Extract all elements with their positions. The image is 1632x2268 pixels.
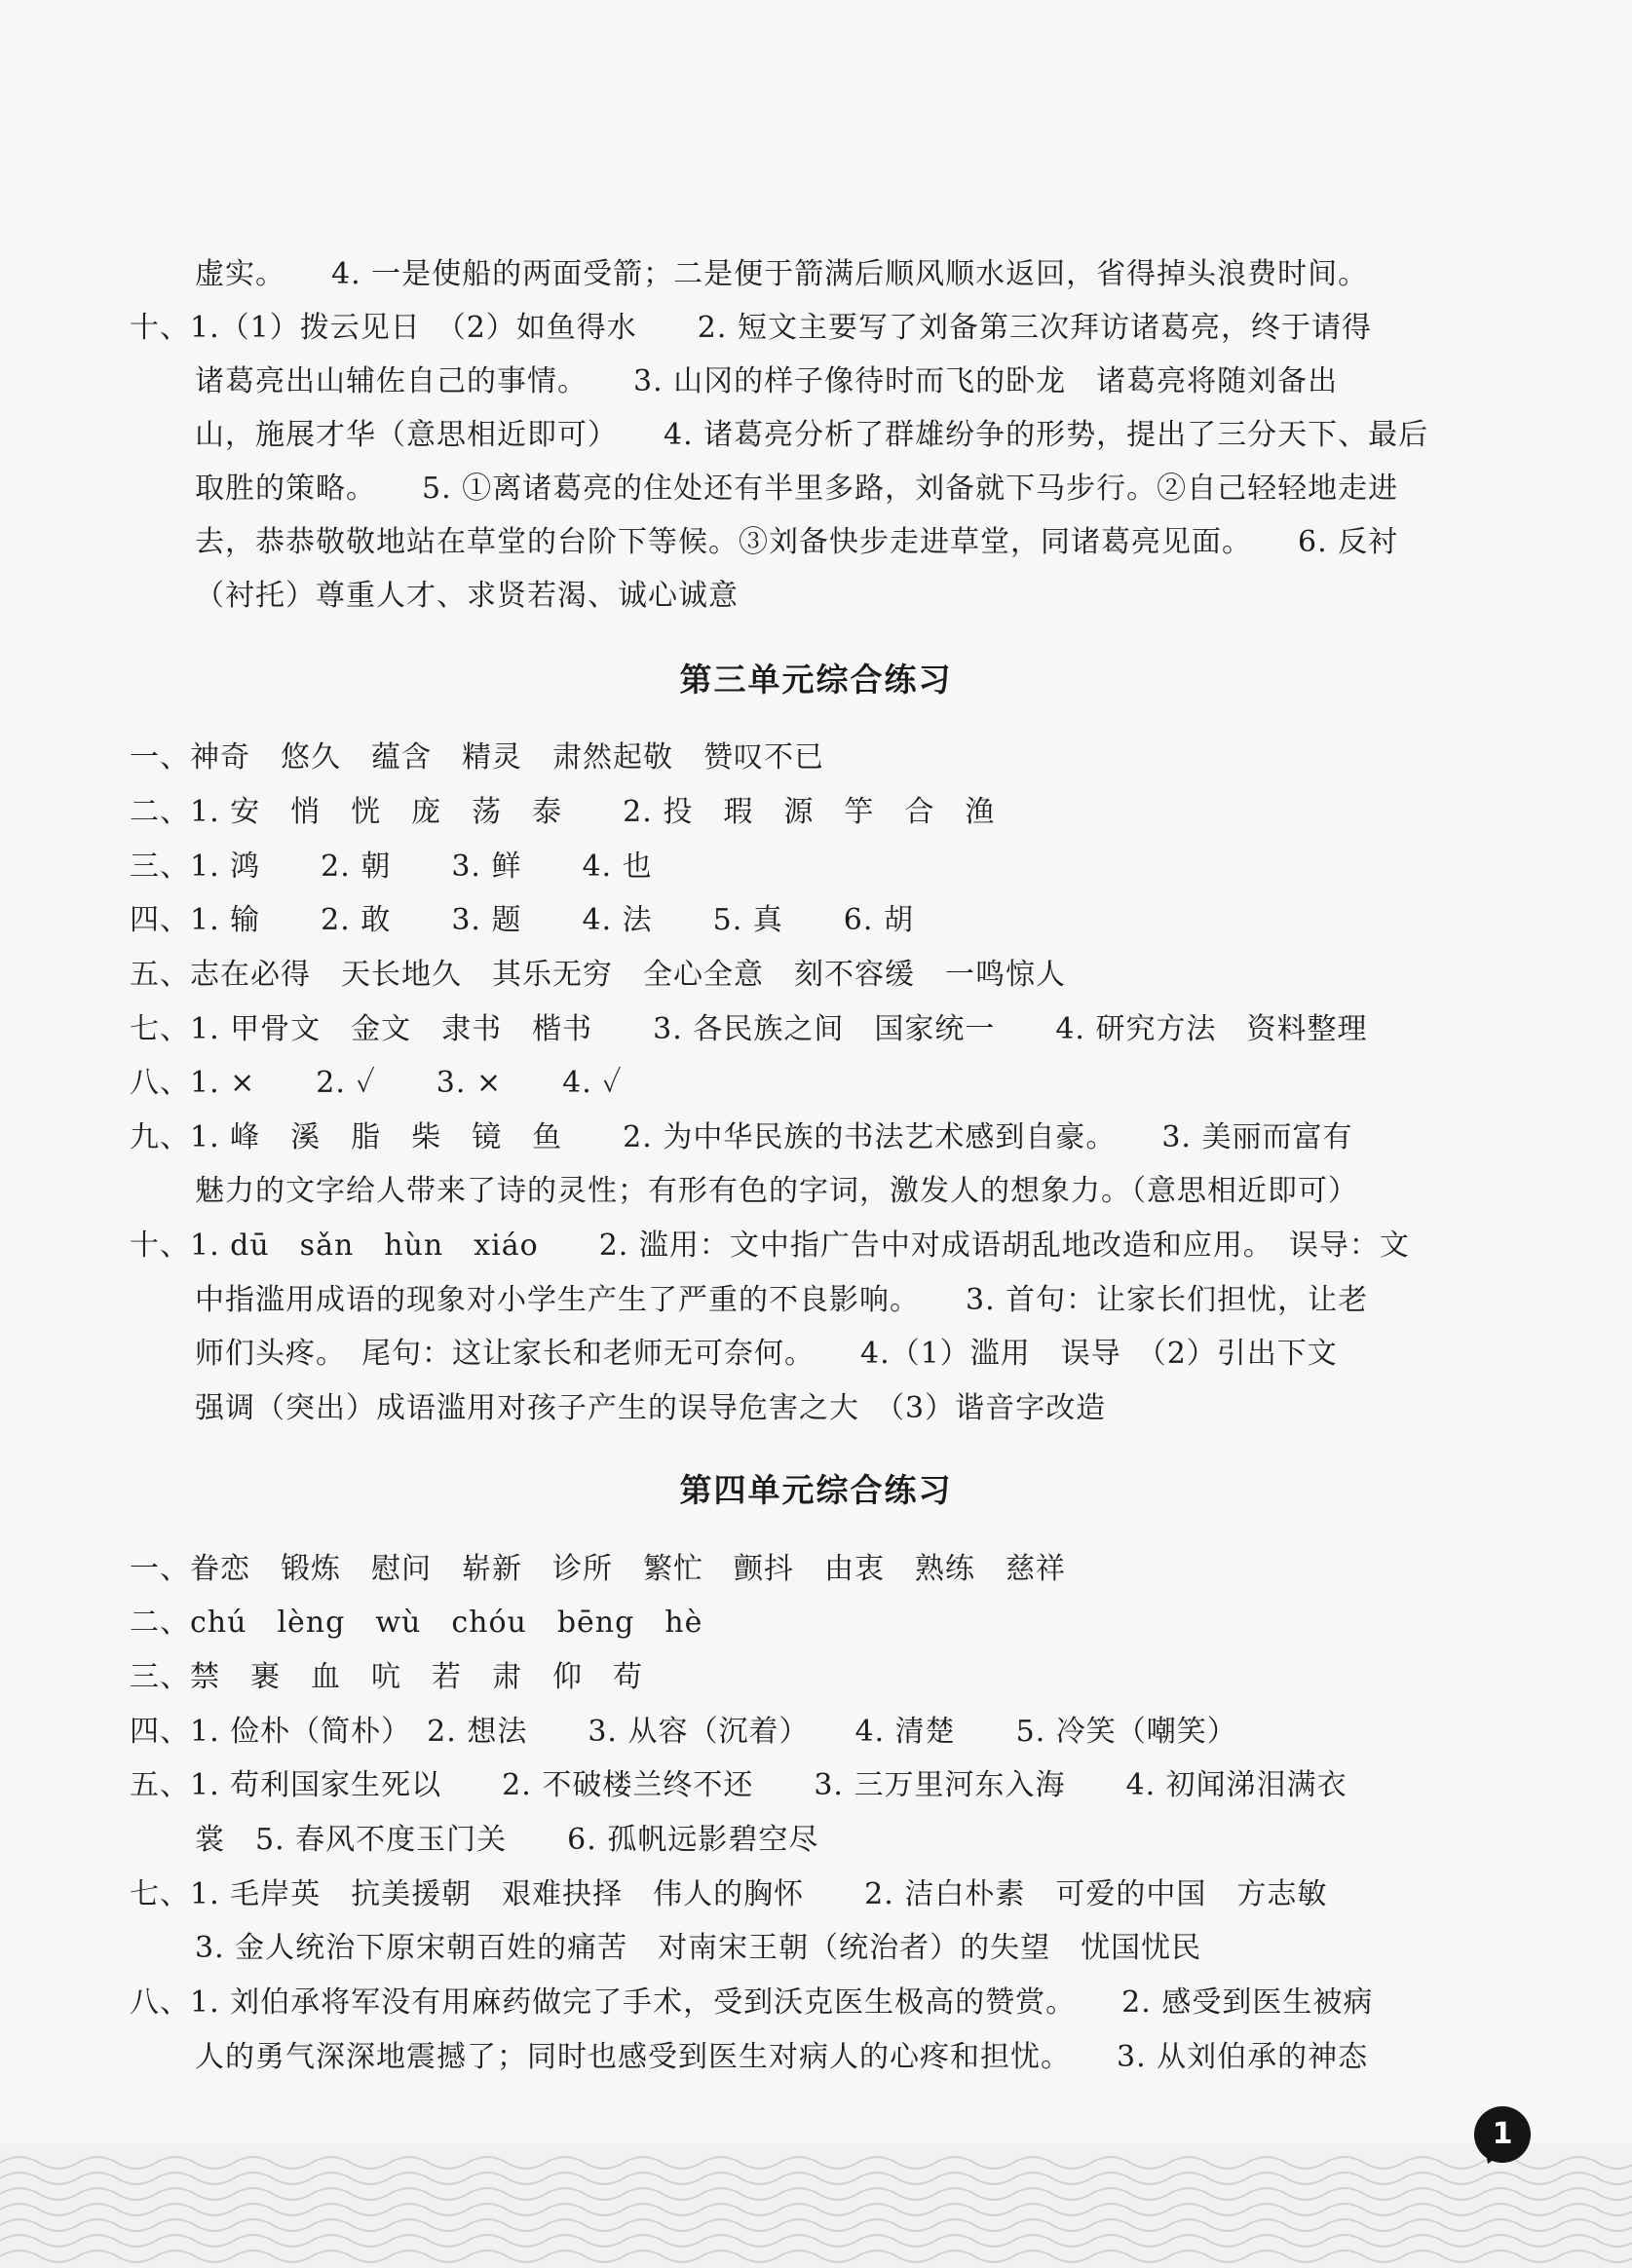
text-line: 山，施展才华（意思相近即可） 4. 诸葛亮分析了群雄纷争的形势，提出了三分天下、最后 [195,418,1429,452]
text-line: 强调（突出）成语滥用对孩子产生的误导危害之大 （3）谐音字改造 [195,1391,1107,1425]
text-line: 三、1. 鸿 2. 朝 3. 鲜 4. 也 [130,850,653,884]
text-line: 一、眷恋 锻炼 慰问 崭新 诊所 繁忙 颤抖 由衷 熟练 慈祥 [130,1552,1066,1586]
text-line: 十、1.（1）拨云见日 （2）如鱼得水 2. 短文主要写了刘备第三次拜访诸葛亮，终于请得 [130,311,1372,345]
text-line: 二、chú lèng wù chóu bēng hè [130,1606,703,1640]
text-line: 中指滥用成语的现象对小学生产生了严重的不良影响。 3. 首句：让家长们担忧，让老 [195,1283,1369,1317]
text-line: 九、1. 峰 溪 脂 柴 镜 鱼 2. 为中华民族的书法艺术感到自豪。 3. 美丽而富有 [130,1120,1353,1154]
text-line: 一、神奇 悠久 蕴含 精灵 肃然起敬 赞叹不已 [130,740,824,775]
text-line: 三、禁 裹 血 吭 若 肃 仰 苟 [130,1660,643,1694]
text-line: 五、1. 苟利国家生死以 2. 不破楼兰终不还 3. 三万里河东入海 4. 初闻涕泪满衣 [130,1768,1347,1802]
text-line: 七、1. 毛岸英 抗美援朝 艰难抉择 伟人的胸怀 2. 洁白朴素 可爱的中国 方志敏 [130,1877,1328,1911]
text-line: （衬托）尊重人才、求贤若渴、诚心诚意 [195,579,739,613]
text-line: 八、1. × 2. ✓ 3. × 4. ✓ [130,1066,623,1100]
text-line: 诸葛亮出山辅佐自己的事情。 3. 山冈的样子像待时而飞的卧龙 诸葛亮将随刘备出 [195,364,1339,398]
text-line: 裳 5. 春风不度玉门关 6. 孤帆远影碧空尽 [195,1823,819,1857]
section-title-unit3: 第三单元综合练习 [679,661,953,699]
text-line: 十、1. dū sǎn hùn xiáo 2. 滥用：文中指广告中对成语胡乱地改造和应用。 误导：文 [130,1228,1410,1263]
text-line: 去，恭恭敬敬地站在草堂的台阶下等候。③刘备快步走进草堂，同诸葛亮见面。 6. 反衬 [195,525,1399,559]
text-line: 魅力的文字给人带来了诗的灵性；有形有色的字词，激发人的想象力。（意思相近即可） [195,1174,1358,1208]
section-title-unit4: 第四单元综合练习 [679,1471,953,1509]
text-line: 七、1. 甲骨文 金文 隶书 楷书 3. 各民族之间 国家统一 4. 研究方法 资料整理 [130,1012,1368,1046]
page-number: 1 [1474,2106,1531,2163]
text-line: 取胜的策略。 5. ①离诸葛亮的住处还有半里多路，刘备就下马步行。②自己轻轻地走进 [195,472,1399,506]
text-line: 人的勇气深深地震撼了；同时也感受到医生对病人的心疼和担忧。 3. 从刘伯承的神态 [195,2040,1369,2074]
text-line: 师们头疼。 尾句：这让家长和老师无可奈何。 4.（1）滥用 误导 （2）引出下文 [195,1337,1338,1371]
text-line: 3. 金人统治下原宋朝百姓的痛苦 对南宋王朝（统治者）的失望 忧国忧民 [195,1931,1202,1965]
text-line: 四、1. 输 2. 敢 3. 题 4. 法 5. 真 6. 胡 [130,903,914,937]
text-line: 二、1. 安 悄 恍 庞 荡 泰 2. 投 瑕 源 竽 合 渔 [130,795,996,829]
wave-footer-decoration [0,2143,1632,2268]
text-line: 四、1. 俭朴（简朴） 2. 想法 3. 从容（沉着） 4. 清楚 5. 冷笑（嘲笑） [130,1715,1237,1749]
text-line: 五、志在必得 天长地久 其乐无穷 全心全意 刻不容缓 一鸣惊人 [130,958,1066,992]
text-line: 虚实。 4. 一是使船的两面受箭；二是便于箭满后顺风顺水返回，省得掉头浪费时间。 [195,257,1369,291]
text-line: 八、1. 刘伯承将军没有用麻药做完了手术，受到沃克医生极高的赞赏。 2. 感受到医生被病 [130,1985,1374,2020]
